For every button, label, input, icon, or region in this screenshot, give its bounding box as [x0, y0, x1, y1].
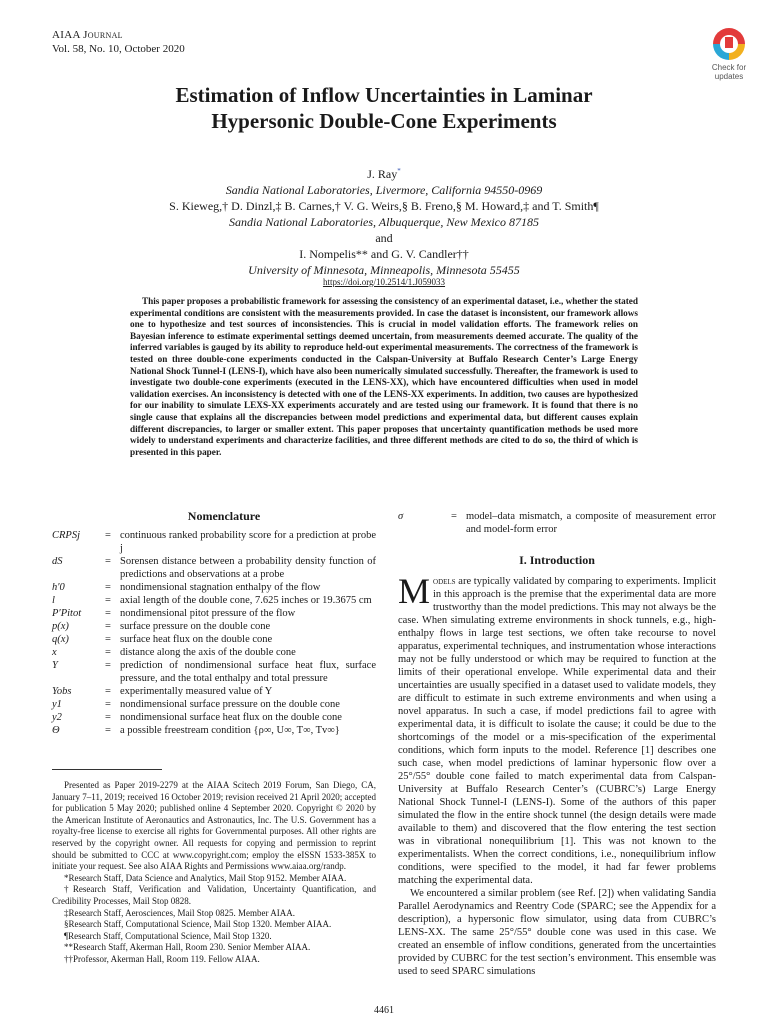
nomenclature-symbol: p(x)	[52, 621, 69, 632]
nomenclature-item	[52, 685, 376, 698]
footnote: **Research Staff, Akerman Hall, Room 230. Senior Member AIAA.	[64, 942, 311, 953]
nomenclature-item	[52, 529, 376, 555]
nomenclature-symbol: dS	[52, 556, 63, 567]
nomenclature-definition: distance along the axis of the double cone	[120, 647, 296, 658]
nomenclature-equals: =	[105, 725, 111, 736]
author-line-2: S. Kieweg,† D. Dinzl,‡ B. Carnes,† V. G. Weirs,§ B. Freno,§ M. Howard,‡ and T. Smith¶	[169, 199, 599, 213]
title-line2: Hypersonic Double-Cone Experiments	[211, 109, 557, 133]
nomenclature-definition: surface pressure on the double cone	[120, 621, 271, 632]
footnote: ¶Research Staff, Computational Science, Mail Stop 1320.	[64, 930, 272, 941]
nomenclature-item	[52, 607, 376, 620]
volume-line: Vol. 58, No. 10, October 2020	[52, 43, 185, 55]
nomenclature-symbol: y2	[52, 712, 62, 723]
nomenclature-symbol: P′Pitot	[52, 608, 82, 619]
nomenclature-definition: a possible freestream condition {ρ∞, U∞, T∞, Tv∞}	[120, 725, 340, 736]
author-ray: J. Ray	[367, 167, 398, 181]
intro-paragraph-1	[398, 571, 716, 887]
nomenclature-item	[52, 620, 376, 633]
check-for-updates-icon	[713, 28, 745, 60]
nomenclature-definition: nondimensional surface pressure on the double cone	[120, 699, 340, 710]
journal-name: AIAA Journal	[52, 29, 123, 41]
nomenclature-definition: axial length of the double cone, 7.625 inches or 19.3675 cm	[120, 595, 372, 606]
nomenclature-symbol: Y	[52, 660, 58, 671]
nomenclature-item	[52, 711, 376, 724]
nomenclature-definition: Sorensen distance between a probability density function of predictions and observations at a probe	[120, 556, 376, 580]
nomenclature-symbol: x	[52, 647, 57, 658]
nomenclature-symbol: h′0	[52, 582, 65, 593]
nomenclature-definition: nondimensional surface heat flux on the double cone	[120, 712, 342, 723]
nomenclature-equals: =	[105, 608, 111, 619]
author-line-1	[40, 163, 728, 182]
journal-header	[52, 28, 185, 56]
affiliation-1: Sandia National Laboratories, Livermore, California 94550-0969	[225, 183, 543, 197]
nomenclature-item	[52, 698, 376, 711]
nomenclature-definition: nondimensional stagnation enthalpy of the flow	[120, 582, 321, 593]
nomenclature-equals: =	[105, 595, 111, 606]
nomenclature-item	[52, 555, 376, 581]
introduction-heading: I. Introduction	[519, 553, 595, 567]
nomenclature-equals: =	[105, 621, 111, 632]
nomenclature-equals: =	[105, 634, 111, 645]
nomenclature-equals: =	[451, 511, 457, 522]
nomenclature-list	[52, 529, 376, 737]
author-line-3: I. Nompelis** and G. V. Candler††	[299, 247, 469, 261]
nomenclature-item	[52, 659, 376, 685]
intro-p1-text: are typically validated by comparing to experiments. Implicit in this approach is the premise that the experimental data are more trustworthy than the model predictions. This may not always be the case. When simulating extreme environments in shock tunnels, e.g., high-enthalpy flows in large test sections, we often take recourse to novel apparatus, experimental techniques, and instrumentation whose interactions may not be fully understood or which may be required to function at the limits of their operational envelope. While experimental data and their uncertainties are usually specified in a dataset used to validate models, they are difficult to estimate in such extreme environments and when using a novel apparatus. In such a case, if model predictions fail to agree with experimental data, it is difficult to isolate the cause; it could be due to the shortcomings of the model or a mis-specification of the experimental conditions, which form inputs to the model. Reference [1] describes one such case, when model predictions of laminar hypersonic flow over a 25°/55° double cone failed to match experimental data from Calspan-University at Buffalo Research Center’s (CUBRC’s) Large Energy National Shock Tunnel-I (LENS-I). Some of the authors of this paper simulated the flow in the entire shock tunnel (the design details were made available to them) and discovered that the flow entering the test section was in vibrational nonequilibrium [1]. This was not known to the experimentalists. When the correct conditions, i.e., nonequilibrium inflow conditions, were specified to the model, it had far fewer problems matching the experimental data.	[398, 576, 716, 886]
nomenclature-equals: =	[105, 699, 111, 710]
right-column	[398, 510, 716, 978]
doi	[60, 277, 708, 287]
nomenclature-symbol: Yobs	[52, 686, 72, 697]
nomenclature-item	[52, 646, 376, 659]
nomenclature-symbol: σ	[398, 511, 404, 522]
nomenclature-equals: =	[105, 556, 111, 567]
nomenclature-item-sigma	[398, 510, 716, 536]
badge-line1: Check for	[711, 63, 747, 72]
nomenclature-symbol: CRPSj	[52, 530, 80, 541]
footnote: §Research Staff, Computational Science, Mail Stop 1320. Member AIAA.	[64, 919, 332, 930]
nomenclature-equals: =	[105, 712, 111, 723]
nomenclature-equals: =	[105, 530, 111, 541]
nomenclature-item	[52, 581, 376, 594]
lead-caps: odels	[433, 576, 456, 587]
footnote: Presented as Paper 2019-2279 at the AIAA Scitech 2019 Forum, San Diego, CA, January 7–11, 2019; received 16 October 2019; revision received 21 April 2020; accepted for publication 5 May 2020; published online 4 September 2020. Copyright © 2020 by the American Institute of Aeronautics and Astronautics, Inc. The U.S. Government has a royalty-free license to exercise all rights for Governmental purposes. All other rights are reserved by the copyright owner. All requests for copying and permission to reprint should be submitted to CCC at www.copyright.com; employ the eISSN 1533-385X to initiate your request. See also AIAA Rights and Permissions www.aiaa.org/randp.	[52, 780, 376, 872]
nomenclature-equals: =	[105, 660, 111, 671]
nomenclature-equals: =	[105, 647, 111, 658]
paper-title	[60, 82, 708, 134]
nomenclature-equals: =	[105, 686, 111, 697]
nomenclature-definition: prediction of nondimensional surface heat flux, surface pressure, and the total enthalpy and total pressure	[120, 660, 376, 684]
footnote-list	[52, 770, 376, 966]
nomenclature-definition: experimentally measured value of Y	[120, 686, 273, 697]
affiliation-2: Sandia National Laboratories, Albuquerque, New Mexico 87185	[229, 215, 539, 229]
abstract: This paper proposes a probabilistic framework for assessing the consistency of an experimental dataset, i.e., whether the stated experimental conditions are consistent with the measurements provided. In case the dataset is inconsistent, our framework allows one to hypothesize and test sources of inconsistencies. This is crucial in model validation efforts. The framework relies on Bayesian inference to estimate experimental settings deemed uncertain, from measurements deemed accurate. The quality of the inferred variables is gauged by its ability to reproduce held-out experimental measurements. The correctness of the framework is tested on three double-cone experiments conducted in the Calspan-University at Buffalo Research Center’s Large Energy National Shock Tunnel-I (LENS-I), which have also been numerically simulated successfully. Thereafter, the framework is used to investigate two double-cone experiments (executed in the LENS-XX), which have encountered difficulties when used in model validation exercises. An inconsistency is detected with one of the LENS-XX experiments. In addition, two causes are hypothesized for our inability to simulate LEXS-XX experiments accurately and are tested using our framework. It is found that there is no single cause that explains all the discrepancies between model predictions and experimental data, but different causes explain different discrepancies, to larger or smaller extent. This paper proposes that uncertainty quantification methods be used more widely to understand experiments and characterize facilities, and three different methods are cited to do so, the third of which is presented in this paper.	[130, 296, 638, 457]
footnote: ††Professor, Akerman Hall, Room 119. Fellow AIAA.	[64, 953, 260, 964]
nomenclature-definition: surface heat flux on the double cone	[120, 634, 273, 645]
nomenclature-symbol: Θ	[52, 725, 60, 736]
nomenclature-symbol: q(x)	[52, 634, 69, 645]
nomenclature-item	[52, 724, 376, 737]
nomenclature-definition: continuous ranked probability score for a prediction at probe j	[120, 530, 376, 554]
left-column	[52, 510, 376, 966]
affiliation-3: University of Minnesota, Minneapolis, Minnesota 55455	[248, 263, 520, 277]
nomenclature-symbol: y1	[52, 699, 62, 710]
nomenclature-title: Nomenclature	[187, 509, 261, 523]
author-ray-mark[interactable]: *	[397, 167, 401, 175]
badge-line2: updates	[714, 72, 744, 81]
nomenclature-symbol: l	[52, 595, 55, 606]
doi-link[interactable]: https://doi.org/10.2514/1.J059033	[322, 277, 446, 287]
nomenclature-item	[52, 594, 376, 607]
nomenclature-item	[52, 633, 376, 646]
footnote: *Research Staff, Data Science and Analytics, Mail Stop 9152. Member AIAA.	[64, 872, 347, 883]
author-block	[40, 163, 728, 278]
title-line1: Estimation of Inflow Uncertainties in Laminar	[175, 83, 593, 107]
nomenclature-definition: model–data mismatch, a composite of measurement error and model-form error	[466, 511, 716, 535]
check-for-updates-badge[interactable]	[703, 28, 755, 81]
and-word: and	[375, 231, 393, 245]
nomenclature-definition: nondimensional pitot pressure of the flow	[120, 608, 296, 619]
intro-paragraph-2: We encountered a similar problem (see Ref. [2]) when validating Sandia Parallel Aerodynamics and Reentry Code (SPARC; see the Appendix for a description), a hypersonic flow simulator, using data from CUBRC’s LENS-XX. The same 25°/55° double cone was used in this case. We created an ensemble of inflow conditions, generated from the uncertainties provided by CUBRC for the test section’s environment. This ensemble was used to seed SPARC simulations	[398, 888, 716, 977]
page-number: 4461	[374, 1005, 394, 1016]
drop-cap: M	[398, 571, 431, 611]
footnote: ‡Research Staff, Aerosciences, Mail Stop 0825. Member AIAA.	[64, 907, 296, 918]
nomenclature-equals: =	[105, 582, 111, 593]
footnote: †Research Staff, Verification and Validation, Uncertainty Quantification, and Credibility Processes, Mail Stop 0828.	[52, 884, 376, 906]
